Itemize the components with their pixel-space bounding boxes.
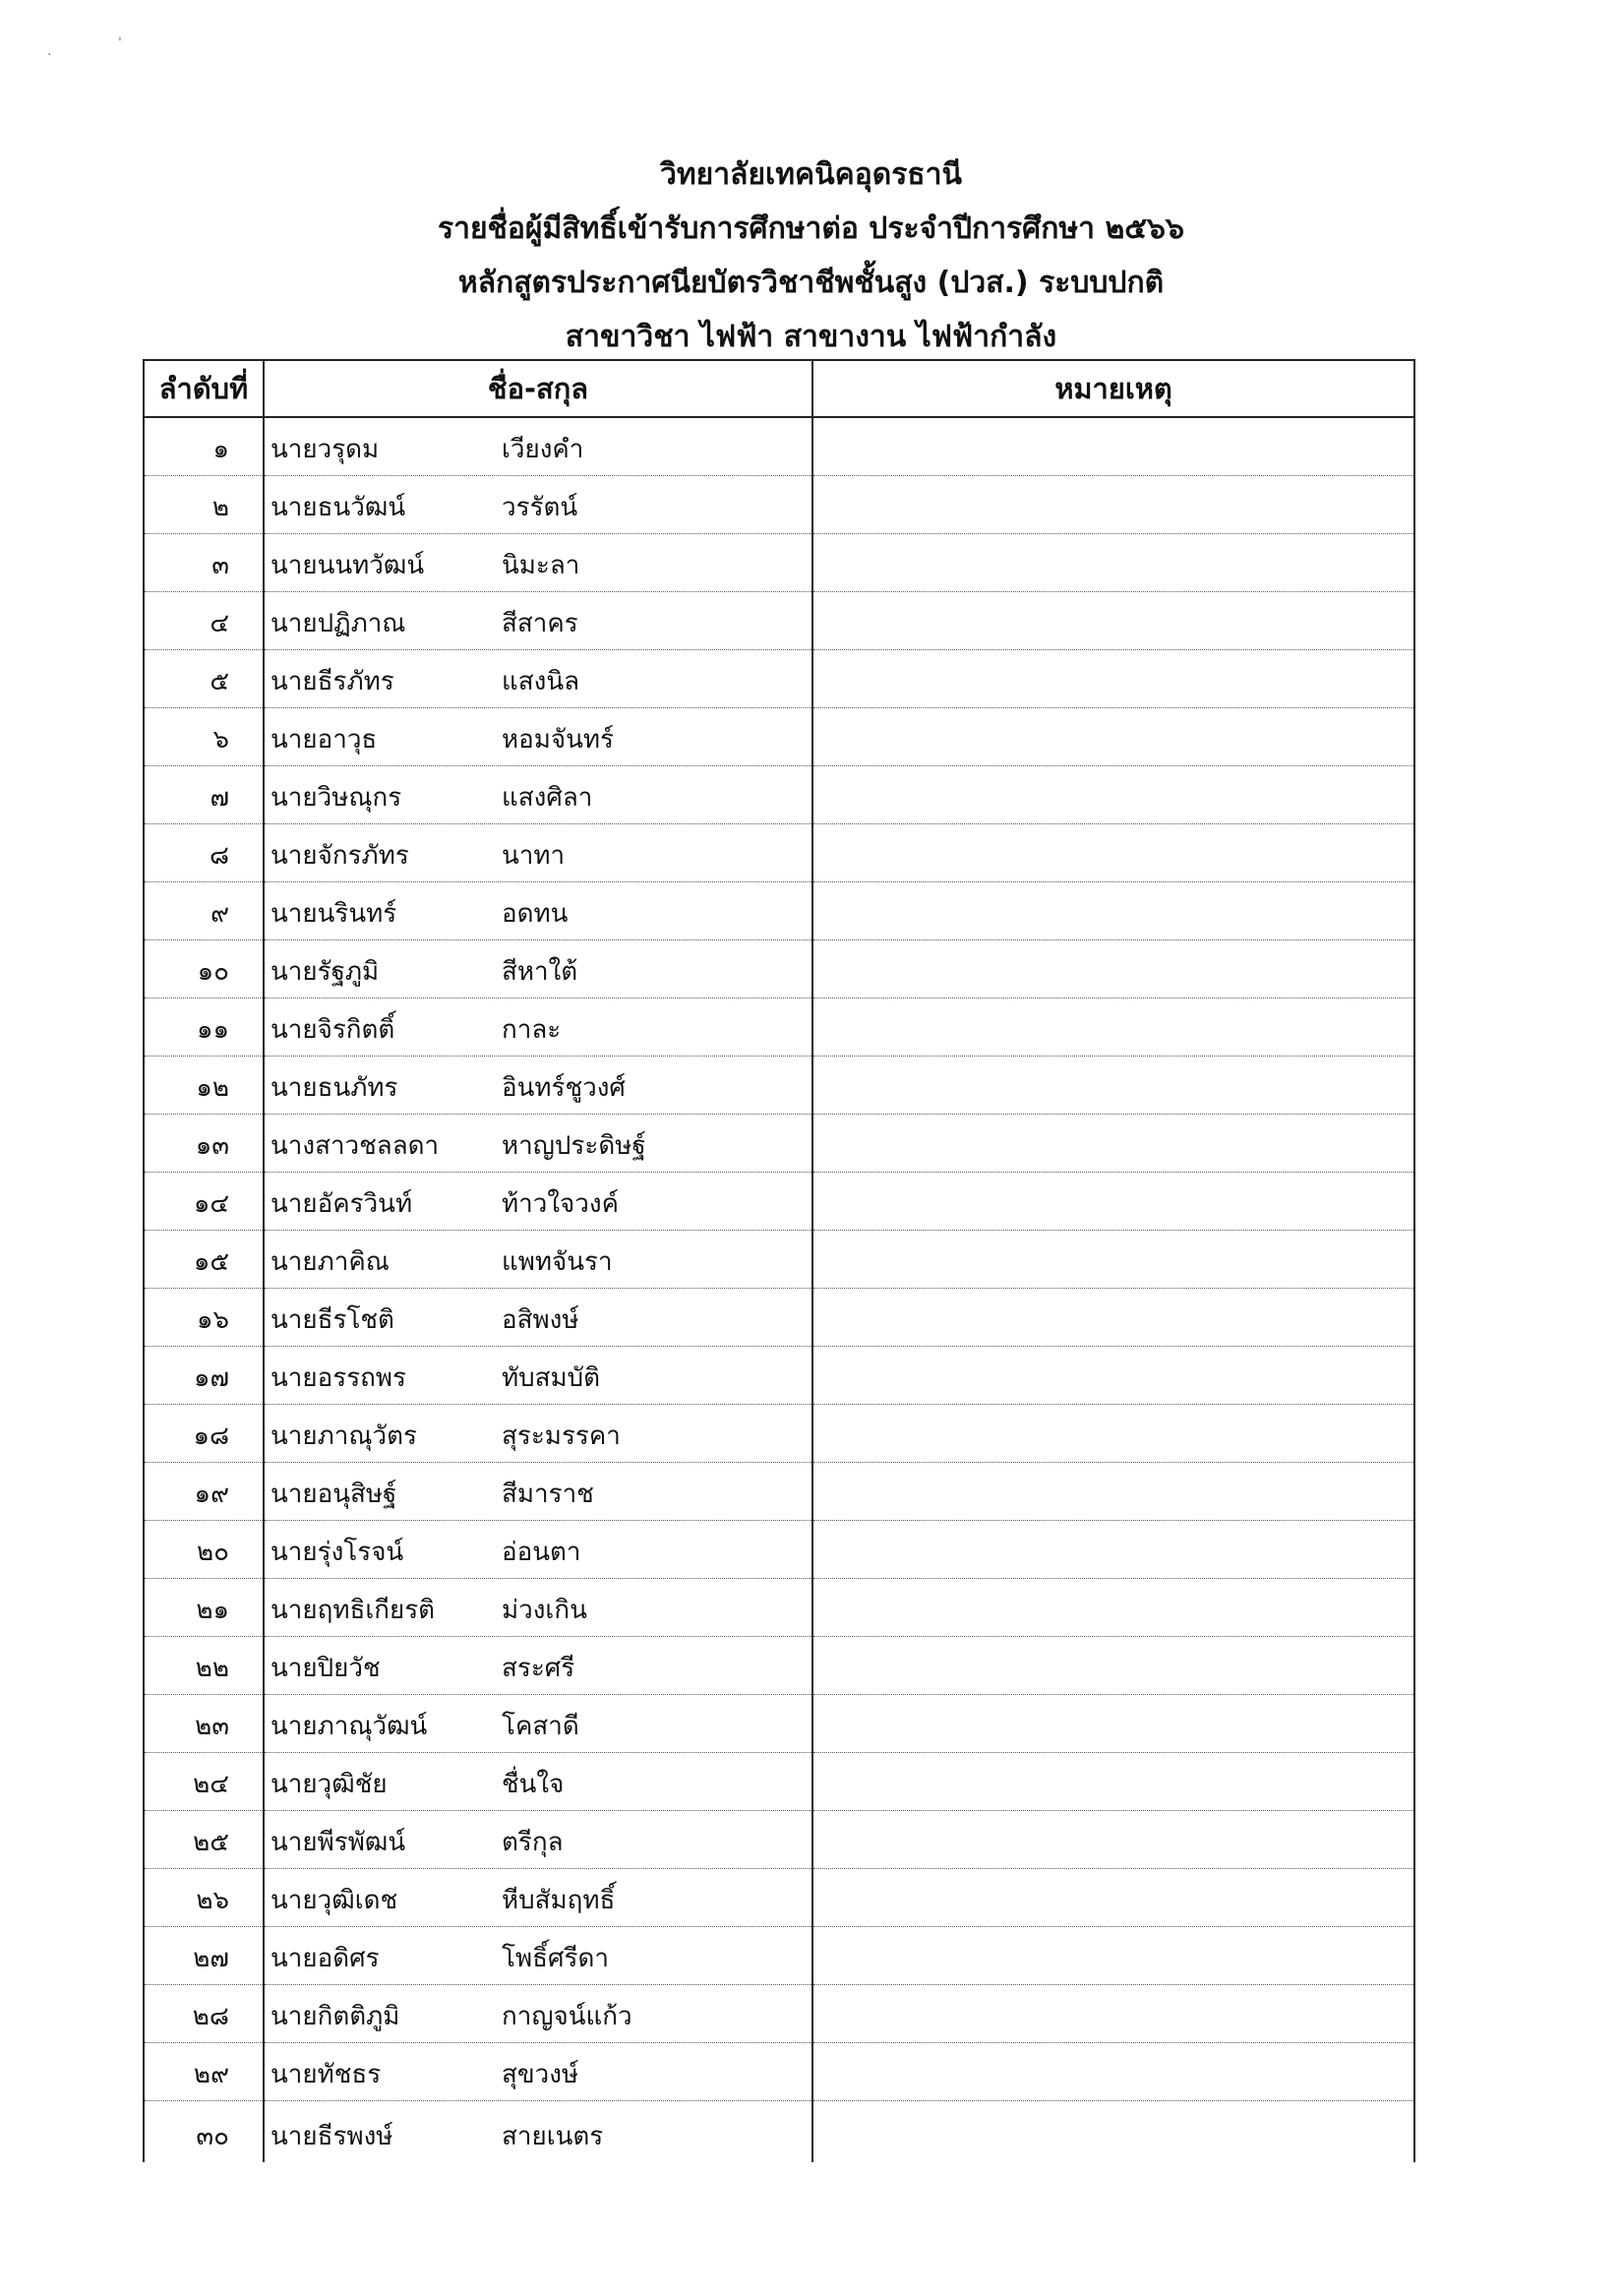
row-remark bbox=[812, 417, 1414, 476]
first-name: นายอาวุธ bbox=[270, 725, 378, 755]
row-number: ๙ bbox=[144, 882, 264, 940]
row-remark bbox=[812, 1057, 1414, 1115]
last-name: ท้าวใจวงค์ bbox=[502, 1189, 619, 1219]
row-name-cell bbox=[264, 417, 812, 476]
table-row bbox=[144, 1405, 1414, 1463]
row-name-cell bbox=[264, 1173, 812, 1231]
row-name-cell bbox=[264, 1753, 812, 1811]
row-remark bbox=[812, 1695, 1414, 1753]
table-row bbox=[144, 1579, 1414, 1637]
table-row bbox=[144, 1811, 1414, 1869]
row-name-cell bbox=[264, 650, 812, 708]
table-row bbox=[144, 940, 1414, 998]
row-name-cell bbox=[264, 476, 812, 534]
row-remark bbox=[812, 1289, 1414, 1347]
row-name-cell bbox=[264, 1289, 812, 1347]
table-row bbox=[144, 1173, 1414, 1231]
row-name-cell bbox=[264, 882, 812, 940]
first-name: นายธนวัฒน์ bbox=[270, 493, 406, 522]
table-row bbox=[144, 824, 1414, 882]
row-name-cell bbox=[264, 1637, 812, 1695]
first-name: นายฤทธิเกียรติ bbox=[270, 1596, 436, 1625]
row-number: ๒๖ bbox=[144, 1869, 264, 1927]
row-name-cell bbox=[264, 1405, 812, 1463]
table-row bbox=[144, 708, 1414, 766]
first-name: นายรัฐภูมิ bbox=[270, 957, 380, 987]
table-row bbox=[144, 1869, 1414, 1927]
row-number: ๑๐ bbox=[144, 940, 264, 998]
table-row bbox=[144, 882, 1414, 940]
table-row bbox=[144, 476, 1414, 534]
row-remark bbox=[812, 2101, 1414, 2163]
table-row bbox=[144, 417, 1414, 476]
row-name-cell bbox=[264, 1695, 812, 1753]
row-number: ๑๗ bbox=[144, 1347, 264, 1405]
last-name: วรรัตน์ bbox=[502, 493, 578, 522]
last-name: หอมจันทร์ bbox=[502, 725, 615, 755]
column-header-name: ชื่อ-สกุล bbox=[264, 360, 812, 417]
column-header-remark: หมายเหตุ bbox=[812, 360, 1414, 417]
row-remark bbox=[812, 766, 1414, 824]
row-remark bbox=[812, 1927, 1414, 1985]
last-name: อดทน bbox=[502, 899, 569, 929]
first-name: นายธีรภัทร bbox=[270, 667, 394, 696]
row-remark bbox=[812, 882, 1414, 940]
first-name: นางสาวชลลดา bbox=[270, 1131, 440, 1161]
row-name-cell bbox=[264, 1927, 812, 1985]
table-body bbox=[144, 417, 1414, 2162]
row-remark bbox=[812, 1405, 1414, 1463]
last-name: แพทจันรา bbox=[502, 1247, 613, 1277]
row-name-cell bbox=[264, 1521, 812, 1579]
row-name-cell bbox=[264, 1347, 812, 1405]
row-name-cell bbox=[264, 998, 812, 1057]
first-name: นายภาณุวัตร bbox=[270, 1421, 417, 1451]
row-remark bbox=[812, 1811, 1414, 1869]
table-row bbox=[144, 1231, 1414, 1289]
row-remark bbox=[812, 650, 1414, 708]
row-number: ๒๗ bbox=[144, 1927, 264, 1985]
first-name: นายอดิศร bbox=[270, 1944, 380, 1973]
table-row bbox=[144, 1637, 1414, 1695]
row-number: ๑๖ bbox=[144, 1289, 264, 1347]
row-number: ๒๘ bbox=[144, 1985, 264, 2043]
row-number: ๑๓ bbox=[144, 1115, 264, 1173]
last-name: สีมาราช bbox=[502, 1480, 594, 1509]
table-row bbox=[144, 1985, 1414, 2043]
row-name-cell bbox=[264, 1579, 812, 1637]
table-row bbox=[144, 2043, 1414, 2101]
last-name: แสงนิล bbox=[502, 667, 580, 696]
last-name: เวียงคำ bbox=[502, 435, 584, 464]
row-number: ๒๓ bbox=[144, 1695, 264, 1753]
first-name: นายวิษณุกร bbox=[270, 783, 402, 813]
row-remark bbox=[812, 1347, 1414, 1405]
first-name: นายธีรพงษ์ bbox=[270, 2122, 393, 2151]
scan-speck: . bbox=[47, 43, 52, 59]
last-name: โพธิ์ศรีดา bbox=[502, 1944, 609, 1973]
table-row bbox=[144, 1115, 1414, 1173]
row-name-cell bbox=[264, 534, 812, 592]
last-name: โคสาดี bbox=[502, 1712, 579, 1741]
row-number: ๑๔ bbox=[144, 1173, 264, 1231]
first-name: นายกิตติภูมิ bbox=[270, 2002, 400, 2031]
row-remark bbox=[812, 1463, 1414, 1521]
table-row bbox=[144, 1695, 1414, 1753]
row-number: ๒๙ bbox=[144, 2043, 264, 2101]
table-row bbox=[144, 592, 1414, 650]
last-name: ม่วงเกิน bbox=[502, 1596, 587, 1625]
row-number: ๒๐ bbox=[144, 1521, 264, 1579]
first-name: นายธนภัทร bbox=[270, 1073, 398, 1103]
row-number: ๑๕ bbox=[144, 1231, 264, 1289]
last-name: อินทร์ชูวงศ์ bbox=[502, 1073, 626, 1103]
row-name-cell bbox=[264, 1231, 812, 1289]
column-header-no: ลำดับที่ bbox=[144, 360, 264, 417]
table-row bbox=[144, 1927, 1414, 1985]
row-remark bbox=[812, 1115, 1414, 1173]
row-name-cell bbox=[264, 1057, 812, 1115]
first-name: นายอรรถพร bbox=[270, 1363, 406, 1393]
row-remark bbox=[812, 1753, 1414, 1811]
table-row bbox=[144, 650, 1414, 708]
row-name-cell bbox=[264, 824, 812, 882]
college-name: วิทยาลัยเทคนิคอุดรธานี bbox=[660, 157, 962, 192]
last-name: สุขวงษ์ bbox=[502, 2060, 579, 2089]
row-remark bbox=[812, 592, 1414, 650]
table-row bbox=[144, 1753, 1414, 1811]
student-list bbox=[143, 359, 1413, 2162]
last-name: สีหาใต้ bbox=[502, 957, 578, 987]
row-number: ๔ bbox=[144, 592, 264, 650]
first-name: นายภาณุวัฒน์ bbox=[270, 1712, 428, 1741]
table-row bbox=[144, 534, 1414, 592]
last-name: กาละ bbox=[502, 1015, 562, 1045]
row-number: ๑๙ bbox=[144, 1463, 264, 1521]
last-name: ตรีกุล bbox=[502, 1828, 564, 1857]
last-name: กาญจน์แก้ว bbox=[502, 2002, 632, 2031]
last-name: ทับสมบัติ bbox=[502, 1363, 601, 1393]
table-row bbox=[144, 1463, 1414, 1521]
row-remark bbox=[812, 534, 1414, 592]
last-name: อ่อนตา bbox=[502, 1538, 581, 1567]
table-row bbox=[144, 1289, 1414, 1347]
row-name-cell bbox=[264, 1985, 812, 2043]
last-name: นิมะลา bbox=[502, 551, 580, 580]
first-name: นายรุ่งโรจน์ bbox=[270, 1538, 404, 1567]
row-name-cell bbox=[264, 940, 812, 998]
row-number: ๓ bbox=[144, 534, 264, 592]
last-name: อสิพงษ์ bbox=[502, 1305, 579, 1335]
row-remark bbox=[812, 1521, 1414, 1579]
table-row bbox=[144, 1521, 1414, 1579]
row-name-cell bbox=[264, 2101, 812, 2163]
row-remark bbox=[812, 708, 1414, 766]
first-name: นายนรินทร์ bbox=[270, 899, 397, 929]
student-table bbox=[143, 359, 1415, 2162]
row-remark bbox=[812, 1637, 1414, 1695]
row-remark bbox=[812, 1231, 1414, 1289]
program-title: หลักสูตรประกาศนียบัตรวิชาชีพชั้นสูง (ปวส.) ระบบปกติ bbox=[457, 266, 1165, 300]
row-name-cell bbox=[264, 592, 812, 650]
table-row bbox=[144, 2101, 1414, 2163]
row-name-cell bbox=[264, 1463, 812, 1521]
row-number: ๑๘ bbox=[144, 1405, 264, 1463]
last-name: นาทา bbox=[502, 841, 566, 871]
row-remark bbox=[812, 1173, 1414, 1231]
last-name: แสงศิลา bbox=[502, 783, 593, 813]
row-number: ๖ bbox=[144, 708, 264, 766]
row-number: ๓๐ bbox=[144, 2101, 264, 2163]
row-number: ๒ bbox=[144, 476, 264, 534]
row-number: ๑๑ bbox=[144, 998, 264, 1057]
first-name: นายวรุดม bbox=[270, 435, 380, 464]
last-name: สุระมรรคา bbox=[502, 1421, 621, 1451]
row-remark bbox=[812, 1579, 1414, 1637]
row-number: ๑๒ bbox=[144, 1057, 264, 1115]
first-name: นายภาคิณ bbox=[270, 1247, 390, 1277]
major-title: สาขาวิชา ไฟฟ้า สาขางาน ไฟฟ้ากำลัง bbox=[565, 320, 1057, 354]
table-row bbox=[144, 1347, 1414, 1405]
first-name: นายปฏิภาณ bbox=[270, 609, 406, 638]
last-name: ชื่นใจ bbox=[502, 1770, 565, 1799]
row-number: ๑ bbox=[144, 417, 264, 476]
table-row bbox=[144, 998, 1414, 1057]
row-number: ๒๒ bbox=[144, 1637, 264, 1695]
row-name-cell bbox=[264, 766, 812, 824]
row-number: ๒๑ bbox=[144, 1579, 264, 1637]
first-name: นายธีรโชติ bbox=[270, 1305, 394, 1335]
row-name-cell bbox=[264, 708, 812, 766]
first-name: นายจิรกิตติ์ bbox=[270, 1015, 395, 1045]
first-name: นายจักรภัทร bbox=[270, 841, 409, 871]
table-row bbox=[144, 766, 1414, 824]
last-name: สีสาคร bbox=[502, 609, 578, 638]
document-header bbox=[0, 148, 1622, 364]
row-remark bbox=[812, 940, 1414, 998]
row-remark bbox=[812, 824, 1414, 882]
first-name: นายนนทวัฒน์ bbox=[270, 551, 425, 580]
first-name: นายปิยวัช bbox=[270, 1654, 381, 1683]
row-name-cell bbox=[264, 1115, 812, 1173]
first-name: นายวุฒิชัย bbox=[270, 1770, 388, 1799]
row-remark bbox=[812, 1985, 1414, 2043]
row-remark bbox=[812, 2043, 1414, 2101]
last-name: สระศรี bbox=[502, 1654, 575, 1683]
row-number: ๕ bbox=[144, 650, 264, 708]
first-name: นายวุฒิเดช bbox=[270, 1886, 398, 1915]
scan-speck: ' bbox=[118, 35, 122, 51]
row-name-cell bbox=[264, 2043, 812, 2101]
row-remark bbox=[812, 998, 1414, 1057]
first-name: นายอนุสิษฐ์ bbox=[270, 1480, 397, 1509]
list-title: รายชื่อผู้มีสิทธิ์เข้ารับการศึกษาต่อ ประจำปีการศึกษา ๒๕๖๖ bbox=[437, 211, 1185, 246]
table-row bbox=[144, 1057, 1414, 1115]
row-remark bbox=[812, 1869, 1414, 1927]
first-name: นายอัครวินท์ bbox=[270, 1189, 413, 1219]
last-name: หีบสัมฤทธิ์ bbox=[502, 1886, 616, 1915]
first-name: นายพีรพัฒน์ bbox=[270, 1828, 406, 1857]
row-name-cell bbox=[264, 1811, 812, 1869]
table-header-row bbox=[144, 360, 1414, 417]
row-remark bbox=[812, 476, 1414, 534]
last-name: หาญประดิษฐ์ bbox=[502, 1131, 646, 1161]
last-name: สายเนตร bbox=[502, 2122, 604, 2151]
row-name-cell bbox=[264, 1869, 812, 1927]
row-number: ๒๕ bbox=[144, 1811, 264, 1869]
row-number: ๒๔ bbox=[144, 1753, 264, 1811]
row-number: ๘ bbox=[144, 824, 264, 882]
row-number: ๗ bbox=[144, 766, 264, 824]
first-name: นายทัชธร bbox=[270, 2060, 382, 2089]
